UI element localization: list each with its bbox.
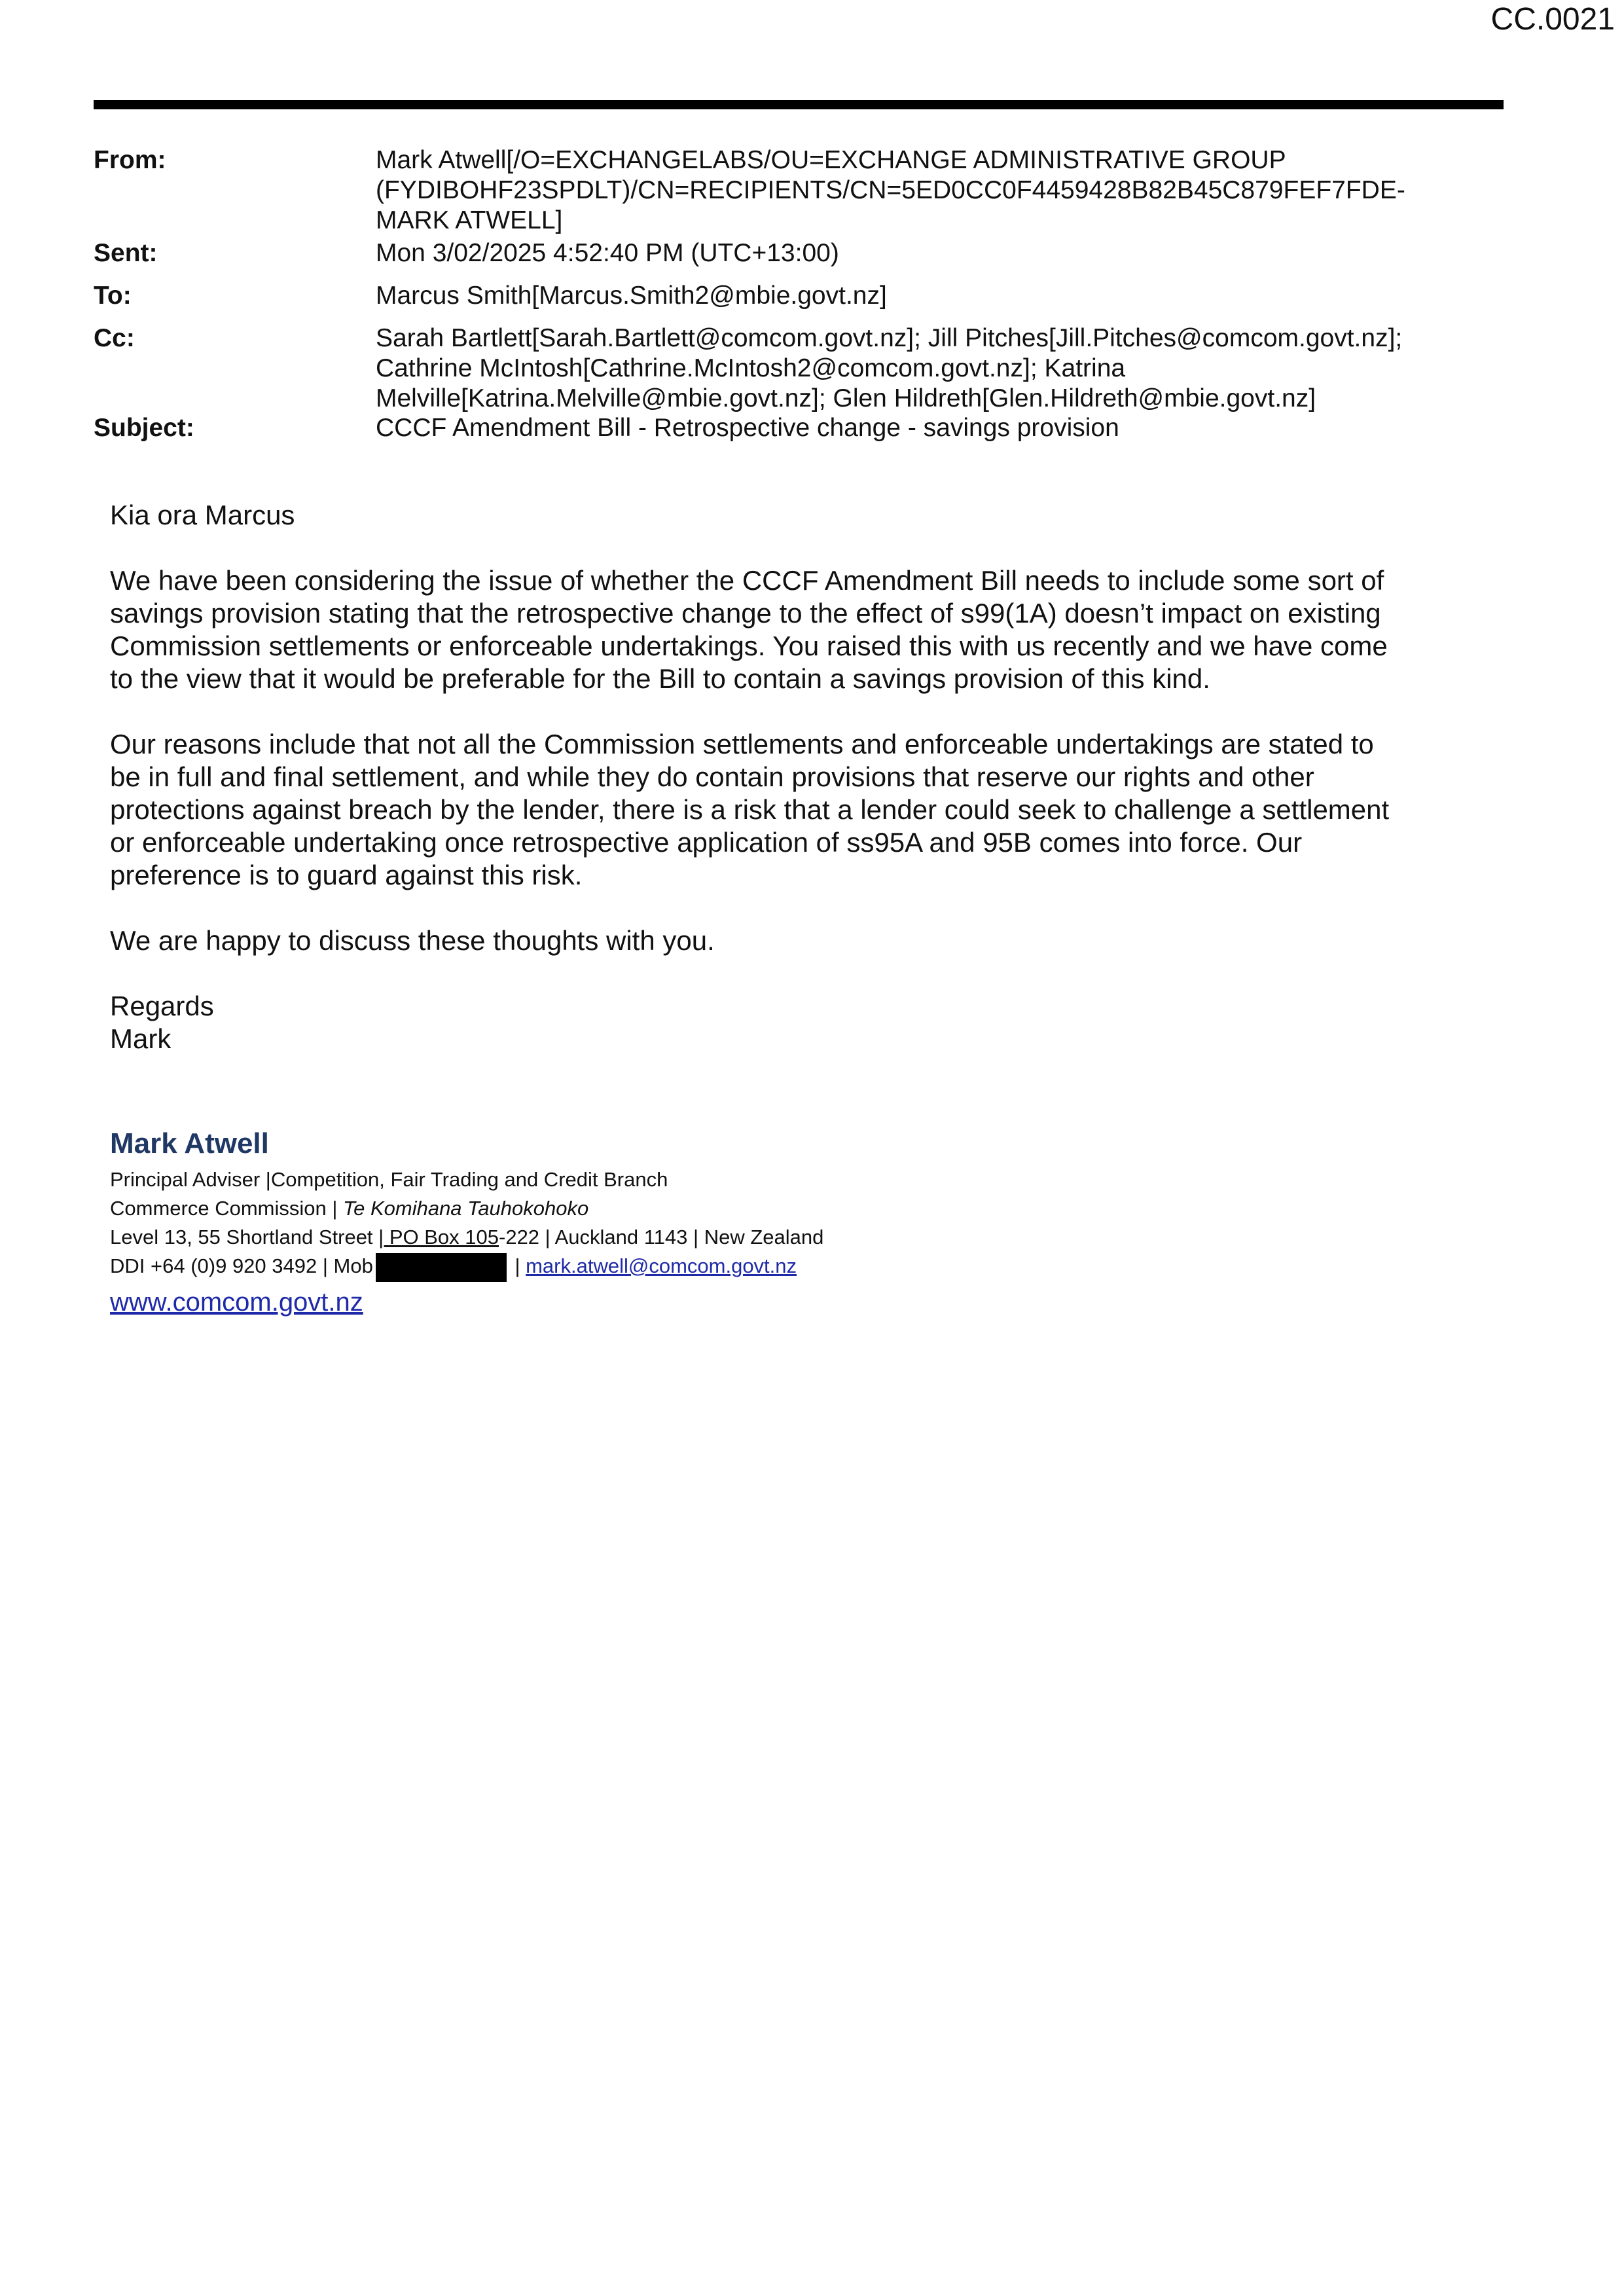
cc-label: Cc: bbox=[94, 324, 135, 352]
paragraph-2: Our reasons include that not all the Commission settlements and enforceable undertakings are stated to be in full and final settlement, and while they do contain provisions that reserve our rights and other protections against breach by the lender, there is a risk that a lender could seek to challenge a settlement or enforceable undertaking once retrospective application of ss95A and 95B comes into force. Our preference is to guard against this risk. bbox=[110, 729, 1390, 890]
to-label: To: bbox=[94, 282, 132, 310]
subject-label: Subject: bbox=[94, 414, 194, 442]
cc-value: Sarah Bartlett[Sarah.Bartlett@comcom.govt.nz]; Jill Pitches[Jill.Pitches@comcom.govt.nz]; Cathrine McIntosh[Cathrine.McIntosh2@comcom.govt.nz]; Katrina Melville[Katrina.Melville@mbie.govt.nz]; Glen Hildreth[Glen.Hildreth@mbie.govt.nz] bbox=[376, 324, 1403, 412]
signature-website-line bbox=[110, 1285, 1288, 1320]
signature-address-a: Level 13, 55 Shortland Street bbox=[110, 1226, 379, 1248]
email-body bbox=[110, 499, 1511, 1055]
paragraph-1: We have been considering the issue of whether the CCCF Amendment Bill needs to include some sort of savings provision stating that the retrospective change to the effect of s99(1A) doesn’t impact on existing Commission settlements or enforceable undertakings. You raised this with us recently and we have come to the view that it would be preferable for the Bill to contain a savings provision of this kind. bbox=[110, 565, 1388, 694]
signature-address-b: | PO Box 105 bbox=[378, 1226, 499, 1248]
redaction-box bbox=[376, 1253, 507, 1282]
greeting: Kia ora Marcus bbox=[110, 500, 295, 530]
subject-row bbox=[94, 413, 1504, 452]
signature-role: Principal Adviser |Competition, Fair Trading and Credit Branch bbox=[110, 1168, 668, 1191]
signature-org-line bbox=[110, 1194, 1288, 1223]
paragraph-3: We are happy to discuss these thoughts with you. bbox=[110, 925, 715, 956]
from-value: Mark Atwell[/O=EXCHANGELABS/OU=EXCHANGE ADMINISTRATIVE GROUP (FYDIBOHF23SPDLT)/CN=RECIPIENTS/CN=5ED0CC0F4459428B82B45C879FEF7FDE- MARK ATWELL] bbox=[376, 146, 1405, 234]
signature-website-link[interactable]: www.comcom.govt.nz bbox=[110, 1287, 363, 1317]
signature-name: Mark Atwell bbox=[110, 1127, 269, 1159]
signature-email-link[interactable]: mark.atwell@comcom.govt.nz bbox=[526, 1254, 797, 1277]
signature-org-maori: Te Komihana Tauhokohoko bbox=[343, 1197, 589, 1220]
sent-row bbox=[94, 238, 1504, 281]
document-reference: CC.0021 bbox=[1490, 2, 1615, 37]
from-label: From: bbox=[94, 146, 166, 174]
sent-value: Mon 3/02/2025 4:52:40 PM (UTC+13:00) bbox=[376, 239, 839, 267]
signature-ddi: DDI +64 (0)9 920 3492 | Mob bbox=[110, 1254, 373, 1277]
subject-value: CCCF Amendment Bill - Retrospective change - savings provision bbox=[376, 414, 1119, 442]
cc-row bbox=[94, 323, 1504, 413]
sent-label: Sent: bbox=[94, 239, 158, 267]
from-row bbox=[94, 145, 1504, 238]
email-signature bbox=[110, 1126, 1288, 1320]
signoff: Regards Mark bbox=[110, 991, 214, 1054]
signature-address-c: -222 | Auckland 1143 | New Zealand bbox=[499, 1226, 824, 1248]
to-value: Marcus Smith[Marcus.Smith2@mbie.govt.nz] bbox=[376, 282, 887, 310]
signature-org: Commerce Commission | bbox=[110, 1197, 344, 1220]
signature-address-line bbox=[110, 1223, 1288, 1252]
header-rule bbox=[94, 100, 1504, 109]
signature-separator: | bbox=[509, 1254, 526, 1277]
signature-contact-line bbox=[110, 1252, 1288, 1282]
to-row bbox=[94, 281, 1504, 323]
email-header bbox=[94, 145, 1504, 452]
